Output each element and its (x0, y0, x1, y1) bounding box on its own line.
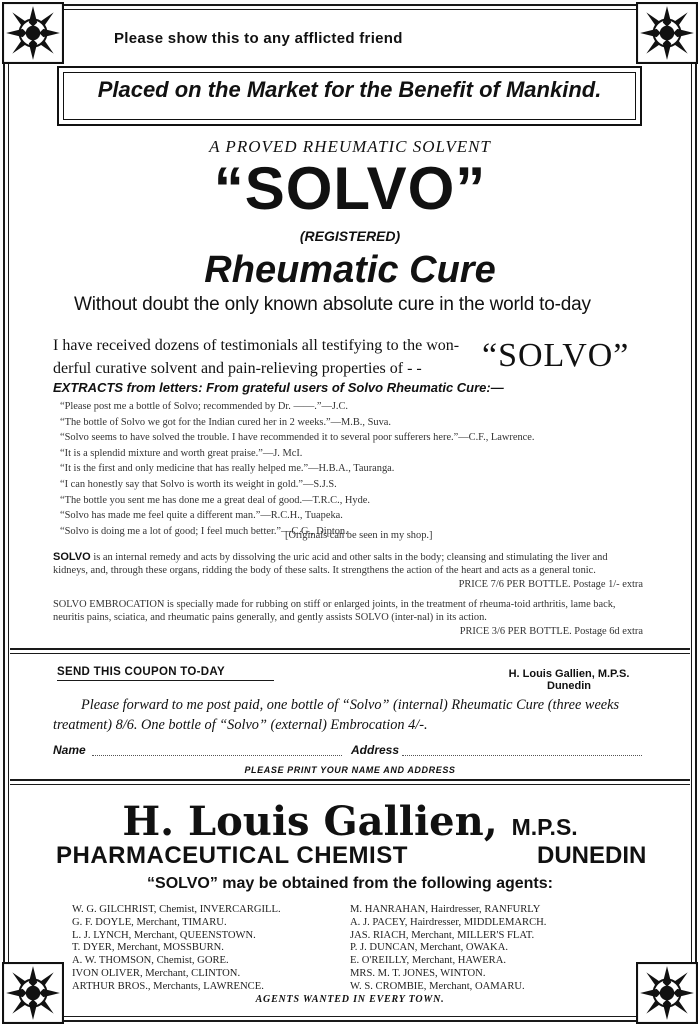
internal-price: PRICE 7/6 PER BOTTLE. Postage 1/- extra (458, 578, 643, 590)
quote-item: “The bottle you sent me has done me a great deal of good.—T.R.C., Hyde. (60, 494, 370, 506)
quote-item: “Please post me a bottle of Solvo; recommended by Dr. ——.”—J.C. (60, 401, 348, 412)
agent-item: P. J. DUNCAN, Merchant, OWAKA. (350, 942, 509, 954)
agents-heading: “SOLVO” may be obtained from the following agents: (147, 875, 553, 892)
proved-subtitle: A PROVED RHEUMATIC SOLVENT (209, 137, 491, 156)
agents-wanted: AGENTS WANTED IN EVERY TOWN. (255, 994, 445, 1005)
agent-item: W. G. GILCHRIST, Chemist, INVERCARGILL. (72, 904, 281, 915)
internal-text: is an internal remedy and acts by dissolving the uric acid and other salts in the body; cleansing and stimulating the liver and kidneys, and, through these organs, ridding the body of these salts. It strengthens the action of the heart and acts as a general tonic. (53, 552, 608, 577)
please-show-line: Please show this to any afflicted friend (114, 30, 403, 47)
agent-item: JAS. RIACH, Merchant, MILLER'S FLAT. (350, 929, 535, 941)
divider-coupon-bottom (10, 779, 690, 781)
agents-list-left (72, 904, 281, 994)
agent-item: G. F. DOYLE, Merchant, TIMARU. (72, 916, 227, 928)
product-name: “SOLVO” (213, 155, 487, 222)
product-name-side: “SOLVO” (482, 337, 630, 374)
coupon-signature (494, 668, 644, 692)
internal-remedy-paragraph (53, 551, 643, 591)
corner-ornament-icon (636, 962, 698, 1024)
bottom-border-inner (62, 1016, 638, 1017)
quote-item: “It is a splendid mixture and worth great praise.”—J. McI. (60, 447, 303, 459)
corner-ornament-icon (636, 2, 698, 64)
agent-item: M. HANRAHAN, Hairdresser, RANFURLY (350, 904, 541, 915)
quote-item: “Solvo seems to have solved the trouble. I have recommended it to several poor sufferers here.”—C.F., Lawrence. (60, 432, 535, 444)
agent-item: ARTHUR BROS., Merchants, LAWRENCE. (72, 980, 264, 992)
agent-item: A. W. THOMSON, Chemist, GORE. (72, 955, 229, 967)
embrocation-paragraph (53, 598, 643, 638)
agent-item: A. J. PACEY, Hairdresser, MIDDLEMARCH. (350, 916, 547, 928)
claim-line: Without doubt the only known absolute cure in the world to-day (74, 294, 591, 315)
address-field[interactable] (402, 755, 642, 756)
coupon-heading-underline (57, 680, 274, 681)
quote-item: “Solvo has made me feel quite a different man.”—R.C.H., Tuapeka. (60, 510, 343, 522)
coupon-heading: SEND THIS COUPON TO-DAY (57, 666, 225, 678)
coupon-order-text: Please forward to me post paid, one bottle of “Solvo” (internal) Rheumatic Cure (three weeks treatment) 8/6. One bottle of “Solvo” (external) Embrocation 4/-. (53, 697, 620, 733)
agent-item: L. J. LYNCH, Merchant, QUEENSTOWN. (72, 929, 256, 941)
rheumatic-cure-title: Rheumatic Cure (204, 249, 496, 291)
agent-item: E. O'REILLY, Merchant, HAWERA. (350, 955, 507, 967)
testimonial-intro: I have received dozens of testimonials all testifying to the won-derful curative solvent and pain-relieving properties of - - (53, 337, 460, 377)
embrocation-text: SOLVO EMBROCATION is specially made for rubbing on stiff or enlarged joints, in the treatment of rheuma-toid arthritis, lame back, neuritis pains, sciatica, and rheumatic pains generally, and gently assists SOLVO (inter-nal) in its action. (53, 599, 616, 624)
agent-item: W. S. CROMBIE, Merchant, OAMARU. (350, 980, 525, 992)
quote-list (60, 399, 650, 539)
agent-item: IVON OLIVER, Merchant, CLINTON. (72, 967, 241, 979)
agent-item: MRS. M. T. JONES, WINTON. (350, 967, 486, 979)
coupon-signature-name: H. Louis Gallien, M.P.S. (508, 668, 630, 680)
extracts-heading: EXTRACTS from letters: From grateful users of Solvo Rheumatic Cure:— (53, 380, 504, 395)
quote-item: “Solvo is doing me a lot of good; I feel much better.”—C.G., Dipton. (60, 525, 348, 537)
quote-item: “It is the first and only medicine that has really helped me.”—H.B.A., Tauranga. (60, 463, 395, 475)
chemist-city: DUNEDIN (537, 842, 647, 869)
top-border-inner (62, 9, 638, 10)
print-note: PLEASE PRINT YOUR NAME AND ADDRESS (244, 765, 456, 775)
originals-note: [Originals can be seen in my shop.] (285, 530, 433, 541)
agent-item: T. DYER, Merchant, MOSSBURN. (72, 942, 224, 954)
divider-coupon-top-2 (10, 653, 690, 654)
quote-item: “I can honestly say that Solvo is worth its weight in gold.”—S.J.S. (60, 478, 337, 490)
quote-item: “The bottle of Solvo we got for the Indian cured her in 2 weeks.”—M.B., Suva. (60, 416, 391, 428)
corner-ornament-icon (2, 962, 64, 1024)
top-border (62, 4, 638, 6)
internal-lead: SOLVO (53, 551, 91, 563)
chemist-name-text: H. Louis Gallien, (122, 798, 498, 845)
coupon-signature-city: Dunedin (547, 680, 591, 692)
corner-ornament-icon (2, 2, 64, 64)
chemist-qualification: M.P.S. (511, 814, 578, 840)
name-label: Name (53, 743, 86, 757)
address-label: Address (351, 743, 400, 757)
embrocation-price: PRICE 3/6 PER BOTTLE. Postage 6d extra (459, 625, 643, 637)
name-field[interactable] (92, 755, 342, 756)
pharmaceutical-chemist: PHARMACEUTICAL CHEMIST (56, 842, 408, 869)
divider-coupon-bottom-2 (10, 784, 690, 785)
divider-coupon-top (10, 648, 690, 650)
bottom-border (62, 1020, 638, 1022)
agents-list-right (350, 904, 546, 994)
banner-text: Placed on the Market for the Benefit of Mankind. (97, 77, 602, 102)
registered-mark: (REGISTERED) (299, 228, 401, 244)
